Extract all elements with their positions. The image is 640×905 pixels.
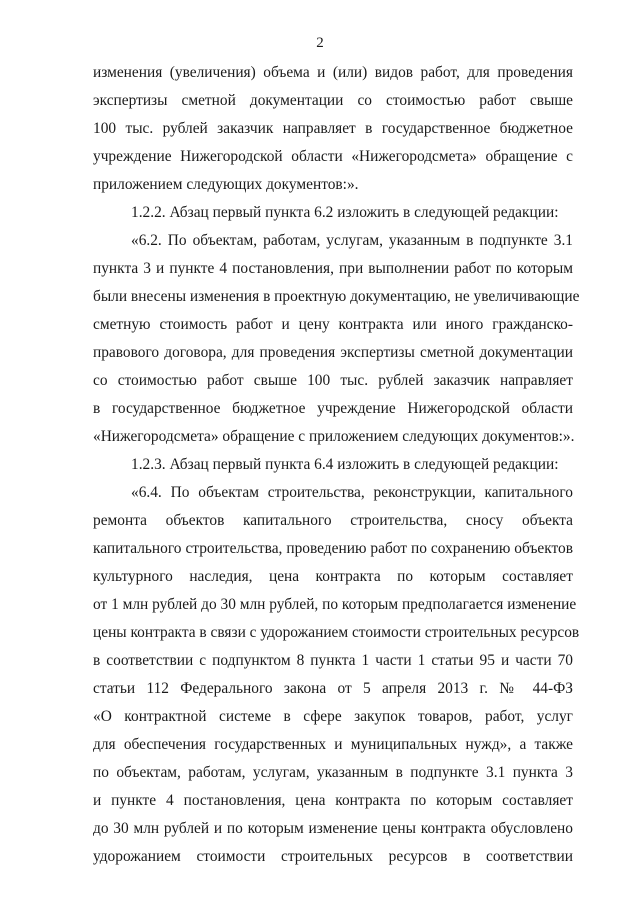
- text-line: от 1 млн рублей до 30 млн рублей, по которым предполагается изменение: [93, 596, 577, 613]
- text-line: «6.2. По объектам, работам, услугам, указанным в подпункте 3.1: [131, 232, 573, 249]
- text-line: учреждение Нижегородской области «Нижегородсмета» обращение с: [93, 148, 573, 165]
- text-line: «О контрактной системе в сфере закупок товаров, работ, услуг: [93, 708, 573, 725]
- text-line: изменения (увеличения) объема и (или) видов работ, для проведения: [93, 64, 573, 81]
- text-line: ремонта объектов капитального строительства, сносу объекта: [93, 512, 573, 529]
- text-line: до 30 млн рублей и по которым изменение цены контракта обусловлено: [93, 820, 573, 837]
- paragraph-heading: 1.2.3. Абзац первый пункта 6.4 изложить в следующей редакции:: [131, 456, 559, 473]
- text-line: 100 тыс. рублей заказчик направляет в государственное бюджетное: [93, 120, 573, 137]
- text-line: экспертизы сметной документации со стоимостью работ свыше: [93, 92, 573, 109]
- text-line: для обеспечения государственных и муниципальных нужд», а также: [93, 736, 573, 753]
- text-line: пункта 3 и пункте 4 постановления, при выполнении работ по которым: [93, 260, 573, 277]
- text-line: «Нижегородсмета» обращение с приложением следующих документов:».: [93, 428, 575, 445]
- text-line: по объектам, работам, услугам, указанным в подпункте 3.1 пункта 3: [93, 764, 573, 781]
- text-line: статьи 112 Федерального закона от 5 апреля 2013 г. № 44-ФЗ: [93, 680, 573, 697]
- text-line: капитального строительства, проведению работ по сохранению объектов: [93, 540, 573, 557]
- page-number: 2: [316, 35, 324, 51]
- text-line: в соответствии с подпунктом 8 пункта 1 части 1 статьи 95 и части 70: [93, 652, 573, 669]
- text-line: удорожанием стоимости строительных ресурсов в соответствии: [93, 848, 573, 865]
- text-line: цены контракта в связи с удорожанием стоимости строительных ресурсов: [93, 624, 580, 641]
- text-line: и пункте 4 постановления, цена контракта по которым составляет: [93, 792, 573, 809]
- text-line: со стоимостью работ свыше 100 тыс. рублей заказчик направляет: [93, 372, 573, 389]
- text-line: приложением следующих документов:».: [93, 176, 359, 193]
- text-line: сметную стоимость работ и цену контракта или иного гражданско-: [93, 316, 573, 333]
- text-line: правового договора, для проведения экспертизы сметной документации: [93, 344, 573, 361]
- paragraph-heading: 1.2.2. Абзац первый пункта 6.2 изложить в следующей редакции:: [131, 204, 559, 221]
- text-line: в государственное бюджетное учреждение Нижегородской области: [93, 400, 573, 417]
- text-line: были внесены изменения в проектную документацию, не увеличивающие: [93, 288, 580, 305]
- text-line: культурного наследия, цена контракта по которым составляет: [93, 568, 573, 585]
- text-line: «6.4. По объектам строительства, реконструкции, капитального: [131, 484, 573, 501]
